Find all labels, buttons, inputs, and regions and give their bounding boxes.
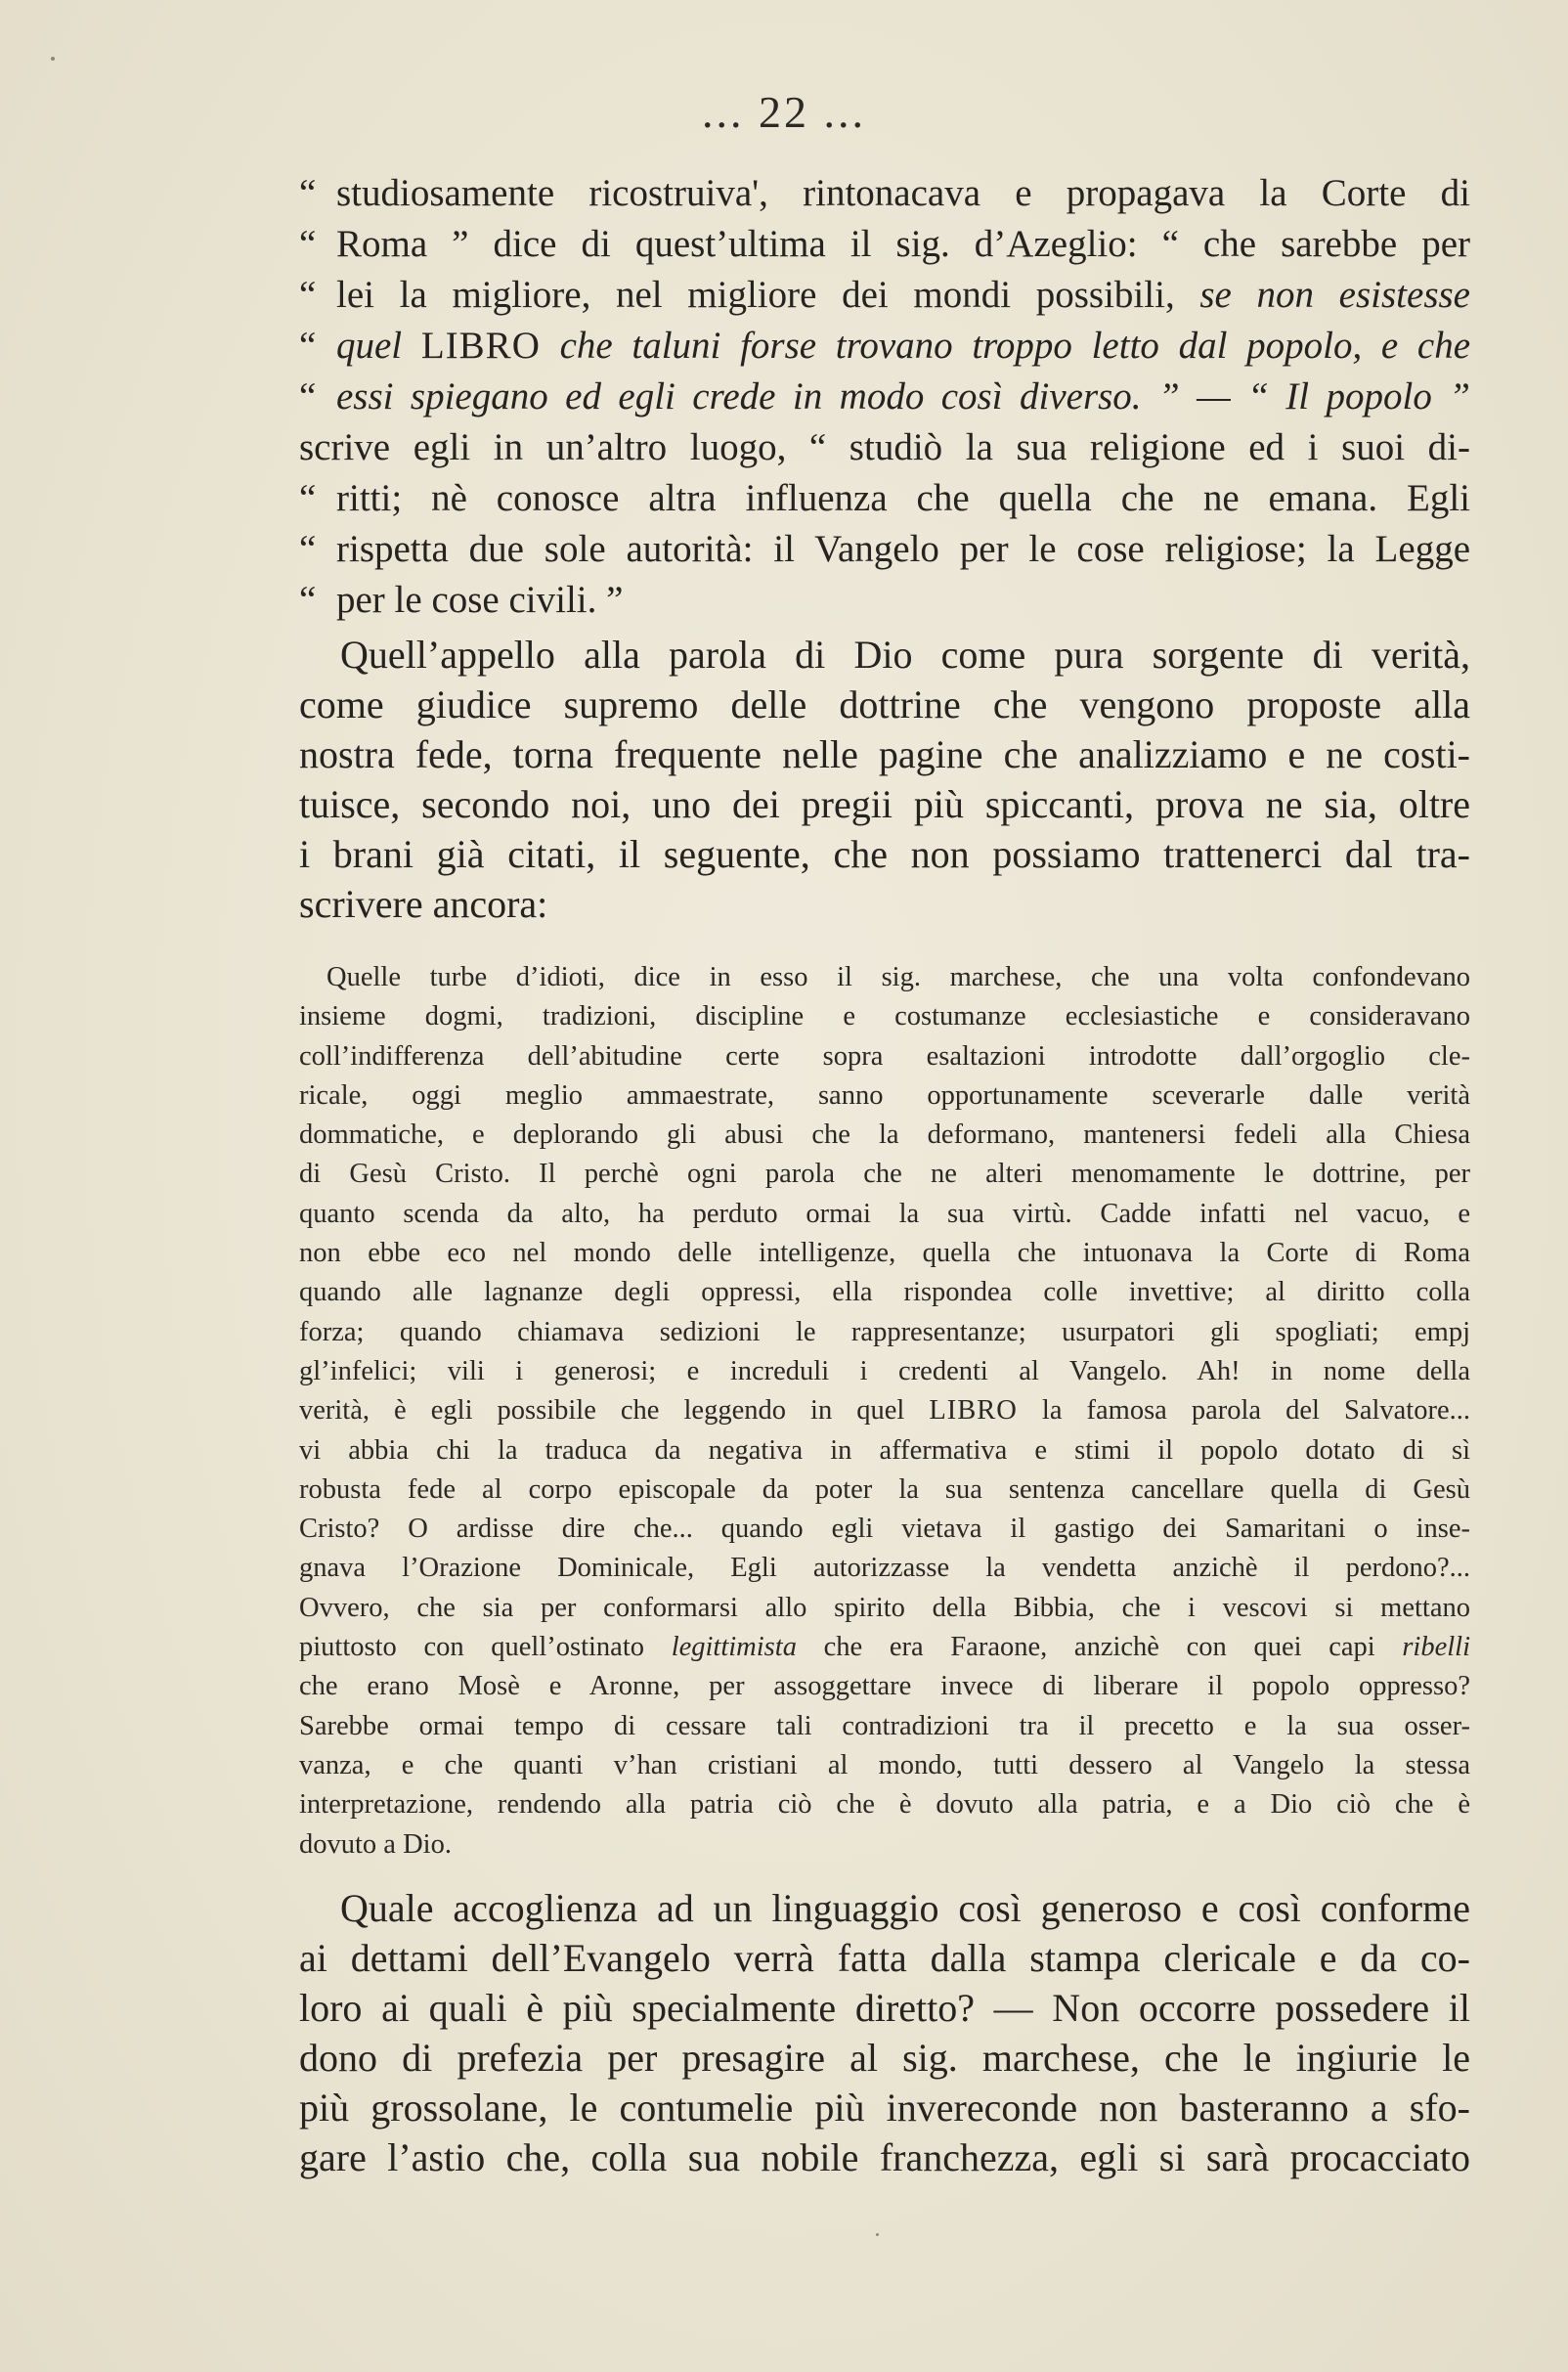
excerpt-line: Quelle turbe d’idioti, dice in esso il sig. marchese, che una volta confondevano (327, 962, 1470, 992)
paragraph-line: più grossolane, le contumelie più invereconde non basteranno a sfo- (299, 2086, 1470, 2130)
excerpt-line: vanza, e che quanti v’han cristiani al mondo, tutti dessero al Vangelo la stessa (299, 1749, 1470, 1780)
excerpt-line: non ebbe eco nel mondo delle intelligenze, quella che intuonava la Corte di Roma (299, 1238, 1470, 1269)
quote-line: “ studiosamente ricostruiva', rintonacava e propagava la Corte di (299, 172, 1470, 214)
excerpt-line: che erano Mosè e Aronne, per assoggettare invece di liberare il popolo oppresso? (299, 1671, 1470, 1702)
excerpt-line: insieme dogmi, tradizioni, discipline e costumanze ecclesiastiche e consideravano (299, 1001, 1470, 1032)
excerpt-line: gl’infelici; vili i generosi; e increduli i credenti al Vangelo. Ah! in nome della (299, 1355, 1470, 1386)
quote-line: “ quel LIBRO che taluni forse trovano troppo letto dal popolo, e che (299, 325, 1471, 367)
excerpt-line: gnava l’Orazione Dominicale, Egli autorizzasse la vendetta anzichè il perdono?... (299, 1553, 1470, 1584)
excerpt-line: Cristo? O ardisse dire che... quando egli vietava il gastigo dei Samaritani o inse- (299, 1514, 1470, 1545)
excerpt-line: dovuto a Dio. (299, 1828, 452, 1860)
paragraph-line: loro ai quali è più specialmente diretto? — Non occorre possedere il (299, 1986, 1470, 2030)
quote-line: “ per le cose civili. ” (299, 579, 624, 621)
paragraph-line: come giudice supremo delle dottrine che vengono proposte alla (299, 682, 1470, 726)
excerpt-block (299, 958, 1470, 1865)
excerpt-line: forza; quando chiamava sedizioni le rappresentanze; usurpatori gli spogliati; empj (299, 1316, 1470, 1347)
paper-speck (876, 2233, 879, 2236)
excerpt-line: robusta fede al corpo episcopale da poter la sua sentenza cancellare quella di Gesù (299, 1473, 1470, 1505)
quote-line: “ lei la migliore, nel migliore dei mondi possibili, se non esistesse (299, 274, 1470, 316)
page-number: ... 22 ... (702, 87, 866, 137)
small-caps-word: LIBRO (420, 325, 541, 367)
excerpt-line: piuttosto con quell’ostinato legittimista che era Faraone, anzichè con quei capi ribelli (299, 1632, 1471, 1663)
paragraph-line: i brani già citati, il seguente, che non possiamo trattenerci dal tra- (299, 832, 1470, 876)
excerpt-line: dommatiche, e deplorando gli abusi che la deformano, mantenersi fedeli alla Chiesa (299, 1120, 1470, 1151)
italic-phrase: se non esistesse (1199, 274, 1470, 316)
excerpt-line: quando alle lagnanze degli oppressi, ella rispondea colle invettive; al diritto colla (299, 1277, 1470, 1308)
paper-speck (51, 57, 55, 61)
paragraph-line: dono di prefezia per presagire al sig. marchese, che le ingiurie le (299, 2036, 1470, 2080)
italic-word: ribelli (1402, 1632, 1471, 1663)
quote-line: scrive egli in un’altro luogo, “ studiò la sua religione ed i suoi di- (299, 426, 1470, 468)
paragraph-line: scrivere ancora: (299, 882, 548, 926)
paragraph-line: gare l’astio che, colla sua nobile franchezza, egli si sarà procacciato (299, 2135, 1470, 2179)
quote-line: “ ritti; nè conosce altra influenza che quella che ne emana. Egli (299, 477, 1470, 519)
paragraph-line: ai dettami dell’Evangelo verrà fatta dalla stampa clericale e da co- (299, 1936, 1470, 1980)
excerpt-line: di Gesù Cristo. Il perchè ogni parola che ne alteri menomamente le dottrine, per (299, 1159, 1470, 1190)
closing-paragraph (299, 1883, 1470, 2182)
italic-word: legittimista (671, 1632, 797, 1663)
paragraph-line: nostra fede, torna frequente nelle pagine che analizziamo e ne costi- (299, 732, 1470, 776)
quote-line: “ essi spiegano ed egli crede in modo così diverso. ” — “ Il popolo ” (299, 375, 1470, 417)
excerpt-line: Ovvero, che sia per conformarsi allo spirito della Bibbia, che i vescovi si mettano (299, 1592, 1470, 1623)
excerpt-line: coll’indifferenza dell’abitudine certe sopra esaltazioni introdotte dall’orgoglio cle- (299, 1040, 1470, 1072)
excerpt-line: verità, è egli possibile che leggendo in quel LIBRO la famosa parola del Salvatore... (299, 1395, 1470, 1427)
excerpt-line: vi abbia chi la traduca da negativa in affermativa e stimi il popolo dotato di sì (299, 1434, 1470, 1466)
small-caps-word: LIBRO (929, 1395, 1018, 1427)
quote-line: “ Roma ” dice di quest’ultima il sig. d’Azeglio: “ che sarebbe per (299, 223, 1470, 265)
quoted-passage (299, 168, 1470, 626)
excerpt-line: interpretazione, rendendo alla patria ciò che è dovuto alla patria, e a Dio ciò che è (299, 1789, 1470, 1821)
excerpt-line: Sarebbe ormai tempo di cessare tali contradizioni tra il precetto e la sua osser- (299, 1710, 1470, 1741)
paragraph-line: Quale accoglienza ad un linguaggio così generoso e così conforme (340, 1886, 1470, 1930)
paragraph-line: tuisce, secondo noi, uno dei pregii più spiccanti, prova ne sia, oltre (299, 782, 1470, 826)
paragraph-line: Quell’appello alla parola di Dio come pura sorgente di verità, (340, 633, 1470, 677)
italic-phrase: che taluni forse trovano troppo letto dal popolo, e che (559, 325, 1471, 367)
quote-line: “ rispetta due sole autorità: il Vangelo per le cose religiose; la Legge (299, 528, 1470, 570)
excerpt-line: ricale, oggi meglio ammaestrate, sanno opportunamente sceverarle dalle verità (299, 1079, 1470, 1111)
excerpt-line: quanto scenda da alto, ha perduto ormai la sua virtù. Cadde infatti nel vacuo, e (299, 1198, 1470, 1229)
body-paragraph (299, 630, 1470, 929)
